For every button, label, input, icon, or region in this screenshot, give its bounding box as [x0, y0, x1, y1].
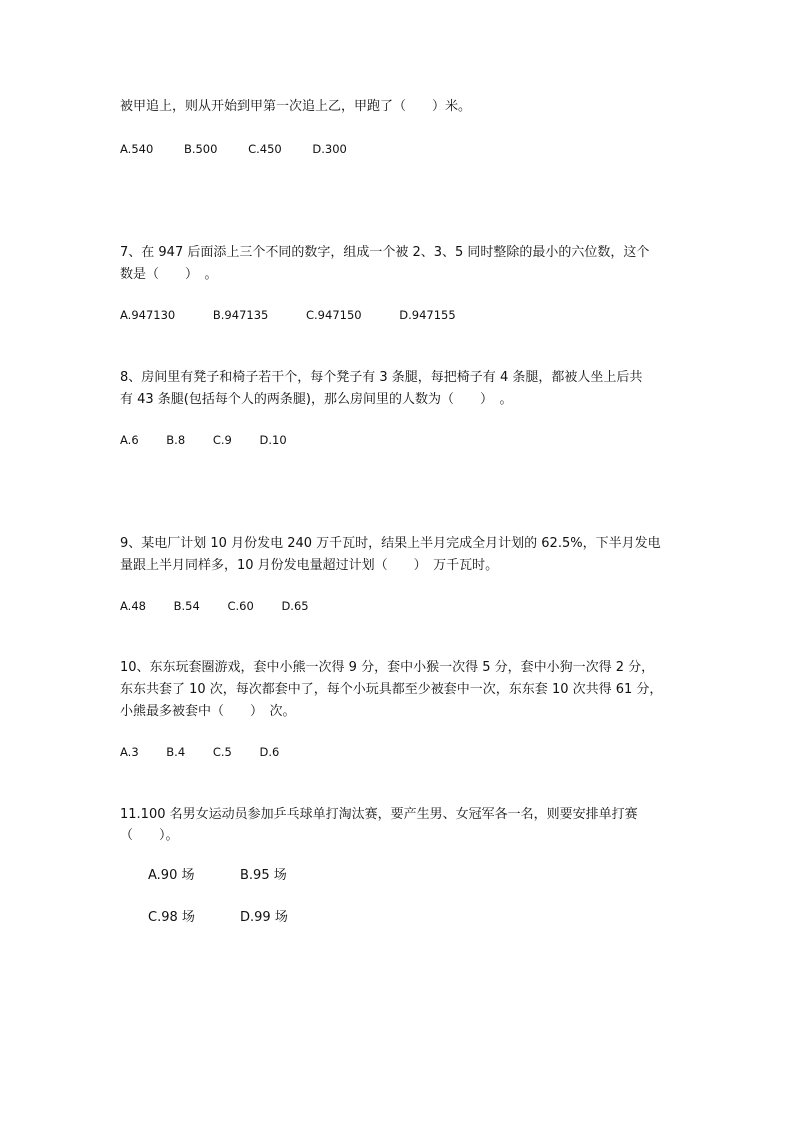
q7-stem-line2: 数是（ ） 。	[120, 267, 218, 282]
q10-option-a: A.3	[120, 745, 139, 759]
q8-stem-line2: 有 43 条腿(包括每个人的两条腿)，那么房间里的人数为（ ） 。	[120, 392, 513, 407]
q6-option-b: B.500	[183, 142, 218, 156]
q10-stem-line2: 东东共套了 10 次，每次都套中了，每个小玩具都至少被套中一次，东东套 10 次共得 61 分，	[120, 682, 663, 697]
q6-option-a: A.540	[120, 142, 154, 156]
q9-option-a: A.48	[120, 599, 146, 613]
q7-option-b: B.947135	[212, 308, 269, 322]
q10-option-d: D.6	[259, 745, 280, 759]
q8-option-d: D.10	[259, 433, 287, 447]
q8-option-c: C.9	[212, 433, 232, 447]
q11-options-row2	[148, 909, 288, 927]
q9-options	[120, 598, 333, 614]
q11-option-b: B.95 场	[240, 868, 287, 883]
q11-stem-line2: （ ）。	[120, 828, 179, 843]
q6-options	[120, 141, 374, 157]
q9-stem-line1: 9、某电厂计划 10 月份发电 240 万千瓦时，结果上半月完成全月计划的 62.5%，下半月发电	[120, 536, 661, 551]
q8-options	[120, 432, 311, 448]
q7-stem-line1: 7、在 947 后面添上三个不同的数字，组成一个被 2、3、5 同时整除的最小的六位数，这个	[120, 245, 650, 260]
q7-option-a: A.947130	[120, 308, 176, 322]
q9-option-d: D.65	[281, 599, 309, 613]
q11-option-d: D.99 场	[240, 910, 288, 925]
q11-option-c: C.98 场	[148, 910, 195, 925]
q9-stem-line2: 量跟上半月同样多，10 月份发电量超过计划（ ） 万千瓦时。	[120, 558, 499, 573]
q8-stem-line1: 8、房间里有凳子和椅子若干个，每个凳子有 3 条腿，每把椅子有 4 条腿，都被人坐上后共	[120, 370, 643, 385]
q10-option-c: C.5	[212, 745, 232, 759]
q10-options	[120, 744, 303, 760]
q11-option-a: A.90 场	[148, 868, 195, 883]
q11-options-row1	[148, 867, 287, 885]
q6-stem-line1: 被甲追上，则从开始到甲第一次追上乙，甲跑了（ ）米。	[120, 99, 472, 114]
q10-stem-line3: 小熊最多被套中（ ） 次。	[120, 704, 296, 719]
q7-option-c: C.947150	[306, 308, 362, 322]
q6-option-d: D.300	[312, 142, 347, 156]
q8-option-b: B.8	[166, 433, 186, 447]
q7-option-d: D.947155	[399, 308, 456, 322]
q8-option-a: A.6	[120, 433, 139, 447]
q6-option-c: C.450	[248, 142, 282, 156]
q9-option-b: B.54	[173, 599, 200, 613]
q10-option-b: B.4	[166, 745, 186, 759]
q10-stem-line1: 10、东东玩套圈游戏，套中小熊一次得 9 分，套中小猴一次得 5 分，套中小狗一次得 2 分，	[120, 660, 655, 675]
q7-options	[120, 307, 490, 323]
q9-option-c: C.60	[227, 599, 254, 613]
q11-stem-line1: 11.100 名男女运动员参加乒乓球单打淘汰赛，要产生男、女冠军各一名，则要安排单打赛	[120, 807, 638, 822]
